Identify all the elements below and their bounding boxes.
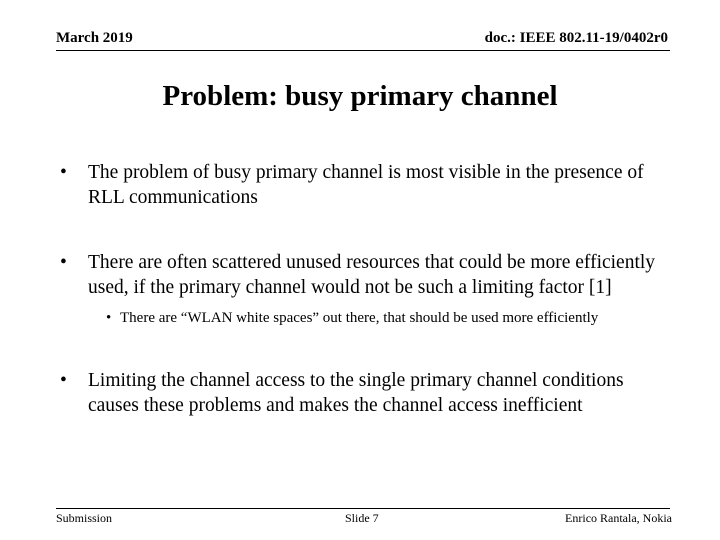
footer-author: Enrico Rantala, Nokia [565, 511, 672, 525]
bullet-icon: • [60, 252, 67, 273]
header-date: March 2019 [56, 30, 133, 46]
bullet-list [60, 160, 660, 418]
bullet-item [60, 250, 660, 300]
header-doc-id: doc.: IEEE 802.11-19/0402r0 [484, 30, 668, 46]
bullet-text: Limiting the channel access to the single primary channel conditions causes these problems and makes the channel access inefficient [88, 370, 624, 416]
bullet-icon: • [60, 162, 67, 183]
sub-bullet-item [60, 308, 660, 328]
bullet-icon: • [60, 370, 67, 391]
bullet-item [60, 160, 660, 210]
footer-slide-number: Slide 7 [345, 511, 379, 525]
sub-bullet-text: There are “WLAN white spaces” out there, that should be used more efficiently [120, 310, 599, 326]
footer-divider [56, 508, 670, 509]
bullet-text: There are often scattered unused resources that could be more efficiently used, if the primary channel would not be such a limiting factor [1] [88, 252, 656, 298]
header-divider [56, 50, 670, 51]
bullet-text: The problem of busy primary channel is most visible in the presence of RLL communications [88, 162, 644, 208]
bullet-item [60, 368, 660, 418]
slide-title: Problem: busy primary channel [162, 80, 558, 112]
footer-submission: Submission [56, 511, 113, 525]
sub-bullet-icon: • [106, 310, 112, 326]
